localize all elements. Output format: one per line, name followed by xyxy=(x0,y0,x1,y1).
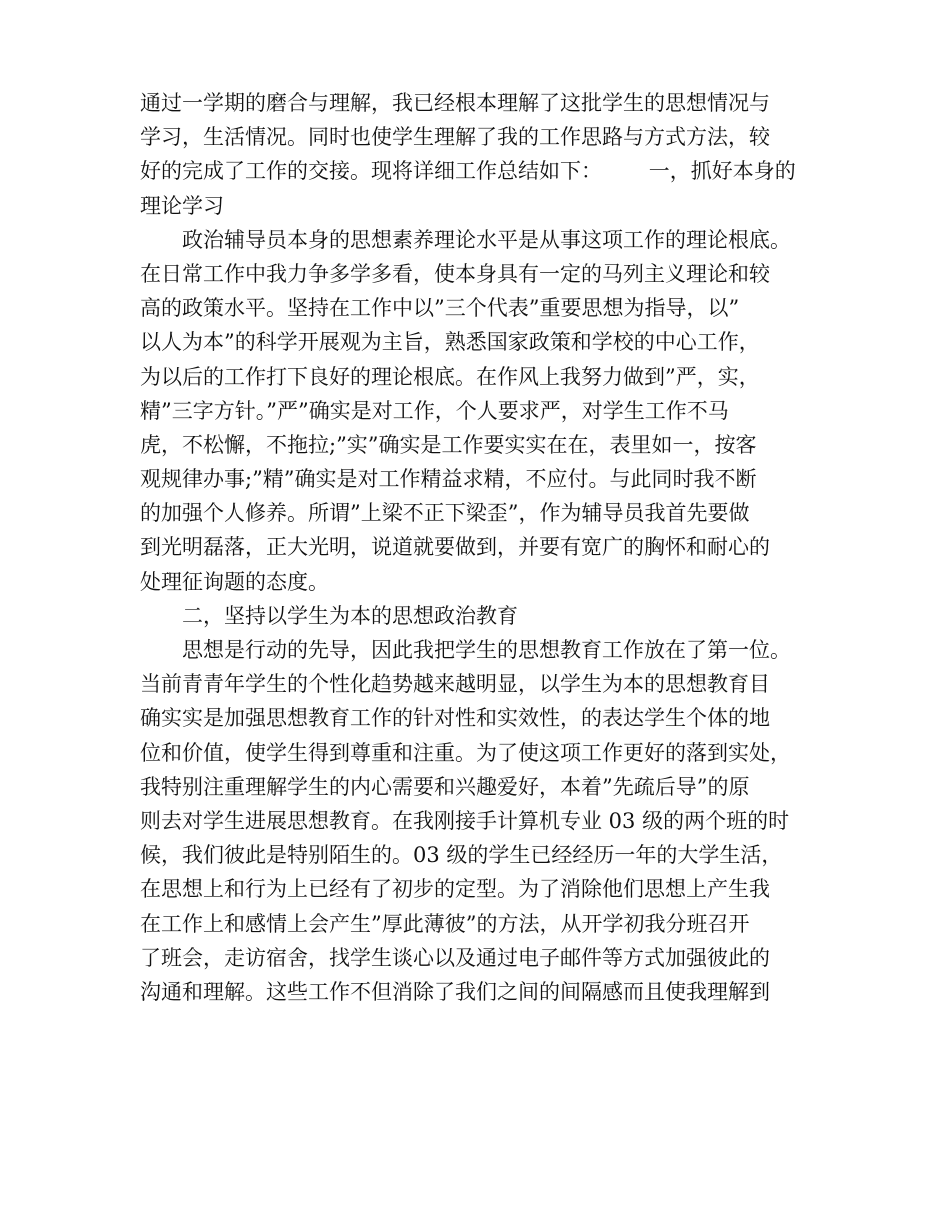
text-line: 到光明磊落，正大光明，说道就要做到，并要有宽广的胸怀和耐心的 xyxy=(140,535,770,560)
text-line: 好的完成了工作的交接。现将详细工作总结如下： 一，抓好本身的 xyxy=(140,159,796,184)
text-line: 精”三字方针。”严”确实是对工作，个人要求严，对学生工作不马 xyxy=(140,398,729,423)
text-line: 通过一学期的磨合与理解，我已经根本理解了这批学生的思想情况与 xyxy=(140,91,770,115)
text-line: 候，我们彼此是特别陌生的。03 级的学生已经经历一年的大学生活， xyxy=(140,843,783,868)
text-line: 沟通和理解。这些工作不但消除了我们之间的间隔感而且使我理解到 xyxy=(140,979,770,1004)
text-line: 高的政策水平。坚持在工作中以”三个代表”重要思想为指导，以” xyxy=(140,296,740,321)
text-line: 当前青青年学生的个性化趋势越来越明显，以学生为本的思想教育目 xyxy=(140,672,770,697)
text-line: 思想是行动的先导，因此我把学生的思想教育工作放在了第一位。 xyxy=(182,638,791,662)
text-line: 虎，不松懈，不拖拉;”实”确实是工作要实实在在，表里如一，按客 xyxy=(140,432,757,457)
text-line: 在日常工作中我力争多学多看，使本身具有一定的马列主义理论和较 xyxy=(140,261,770,286)
section-heading: 二，坚持以学生为本的思想政治教育 xyxy=(182,603,518,628)
text-line: 以人为本”的科学开展观为主旨，熟悉国家政策和学校的中心工作， xyxy=(140,330,760,355)
text-line: 位和价值，使学生得到尊重和注重。为了使这项工作更好的落到实处， xyxy=(140,740,791,765)
text-line: 政治辅导员本身的思想素养理论水平是从事这项工作的理论根底。 xyxy=(182,227,791,252)
text-line: 确实实是加强思想教育工作的针对性和实效性，的表达学生个体的地 xyxy=(140,706,770,731)
text-line: 学习，生活情况。同时也使学生理解了我的工作思路与方式方法，较 xyxy=(140,125,770,150)
text-line: 处理征询题的态度。 xyxy=(140,569,329,594)
document-body xyxy=(140,86,840,1009)
text-line: 在思想上和行为上已经有了初步的定型。为了消除他们思想上产生我 xyxy=(140,877,770,902)
text-line: 则去对学生进展思想教育。在我刚接手计算机专业 03 级的两个班的时 xyxy=(140,808,790,833)
text-line: 了班会，走访宿舍，找学生谈心以及通过电子邮件等方式加强彼此的 xyxy=(140,945,770,970)
text-line: 理论学习 xyxy=(140,193,224,218)
text-line: 观规律办事;”精”确实是对工作精益求精，不应付。与此同时我不断 xyxy=(140,467,757,492)
text-line: 我特别注重理解学生的内心需要和兴趣爱好，本着”先疏后导”的原 xyxy=(140,774,750,799)
text-line: 为以后的工作打下良好的理论根底。在作风上我努力做到”严，实， xyxy=(140,364,760,389)
text-line: 的加强个人修养。所谓”上梁不正下梁歪”，作为辅导员我首先要做 xyxy=(140,501,750,526)
text-line: 在工作上和感情上会产生”厚此薄彼”的方法，从开学初我分班召开 xyxy=(140,911,750,936)
